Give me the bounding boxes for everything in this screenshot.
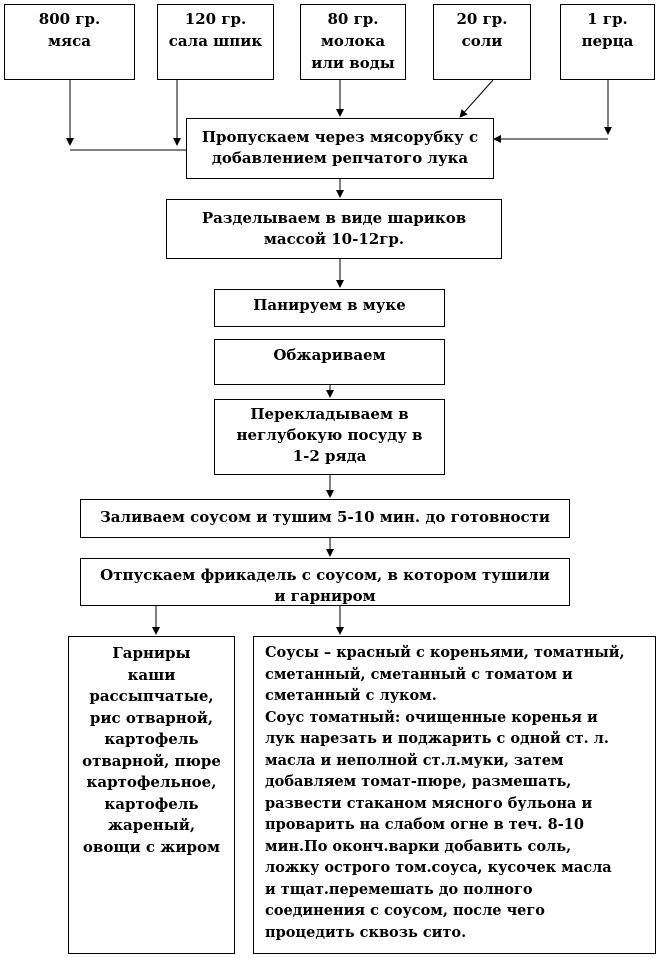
sauces-line: соединения с соусом, после чего	[265, 902, 545, 919]
sauces-line: масла и неполной ст.л.муки, затем	[265, 751, 564, 769]
ingredient-amount: 120 гр.	[184, 10, 247, 28]
garnish-line: картофель	[104, 794, 199, 813]
step-text: и гарниром	[274, 587, 376, 605]
sauces-line: процедить сквозь сито.	[265, 923, 467, 941]
step-bread	[214, 289, 445, 327]
sauces-line: и тщат.перемешать до полного	[265, 880, 533, 898]
ingredient-salt	[433, 4, 531, 80]
garnish-line: жареный,	[107, 816, 196, 834]
garnish-line: рассыпчатые,	[89, 687, 214, 705]
step-text: Отпускаем фрикадель с соусом, в котором тушили	[100, 566, 550, 584]
ingredient-name: перца	[581, 32, 634, 50]
garnish-line: отварной, пюре	[82, 751, 221, 770]
step-fry	[214, 339, 445, 385]
step-transfer	[214, 399, 445, 475]
garnish-title: Гарниры	[112, 644, 191, 662]
garnish-line: каши	[127, 665, 176, 684]
ingredient-meat	[4, 4, 135, 80]
garnish-box	[68, 636, 235, 954]
garnish-line: картофель	[104, 730, 199, 748]
ingredient-name: молока	[320, 32, 386, 50]
step-text: Обжариваем	[273, 346, 386, 364]
step-text: Панируем в муке	[253, 296, 406, 314]
step-text: массой 10-12гр.	[263, 230, 405, 248]
sauces-line: сметанный с луком.	[265, 687, 437, 704]
step-text: Пропускаем через мясорубку с	[201, 128, 479, 146]
ingredient-name: сала шпик	[168, 32, 263, 50]
step-text: 1-2 ряда	[292, 447, 367, 465]
ingredient-name-alt: или воды	[311, 54, 395, 72]
step-mince	[186, 118, 494, 179]
ingredient-amount: 1 гр.	[587, 10, 628, 28]
step-text: неглубокую посуду в	[236, 426, 423, 444]
sauces-box	[253, 636, 656, 954]
step-text: Заливаем соусом и тушим 5-10 мин. до готовности	[99, 508, 551, 526]
sauces-line: Соусы – красный с кореньями, томатный,	[265, 644, 625, 661]
sauces-line: добавляем томат-пюре, размешать,	[265, 773, 572, 790]
ingredient-name: мяса	[48, 32, 91, 50]
arrow-salt	[460, 80, 493, 117]
step-text: Перекладываем в	[250, 405, 409, 423]
step-shape	[166, 199, 502, 259]
sauces-line: проварить на слабом огне в теч. 8-10	[265, 816, 584, 833]
sauces-line: лук нарезать и поджарить с одной ст. л.	[265, 730, 609, 747]
ingredient-amount: 800 гр.	[38, 10, 101, 28]
ingredient-amount: 20 гр.	[456, 10, 508, 28]
ingredient-name: соли	[461, 32, 503, 50]
garnish-line: овощи с жиром	[82, 837, 221, 856]
sauces-line: сметанный, сметанный с томатом и	[265, 665, 573, 683]
sauces-line: ложку острого том.соуса, кусочек масла	[265, 859, 612, 876]
ingredient-lard	[157, 4, 274, 80]
garnish-line: рис отварной,	[89, 708, 214, 727]
ingredient-pepper	[560, 4, 655, 80]
ingredient-amount: 80 гр.	[327, 10, 379, 28]
step-stew	[80, 499, 570, 538]
ingredient-milk	[300, 4, 406, 80]
garnish-line: картофельное,	[86, 773, 217, 791]
sauces-line: Соус томатный: очищенные коренья и	[265, 708, 598, 726]
step-serve	[80, 558, 570, 606]
step-text: Разделываем в виде шариков	[201, 209, 467, 227]
step-text: добавлением репчатого лука	[211, 149, 469, 167]
sauces-line: мин.По оконч.варки добавить соль,	[265, 837, 572, 855]
sauces-line: развести стаканом мясного бульона и	[265, 794, 593, 812]
